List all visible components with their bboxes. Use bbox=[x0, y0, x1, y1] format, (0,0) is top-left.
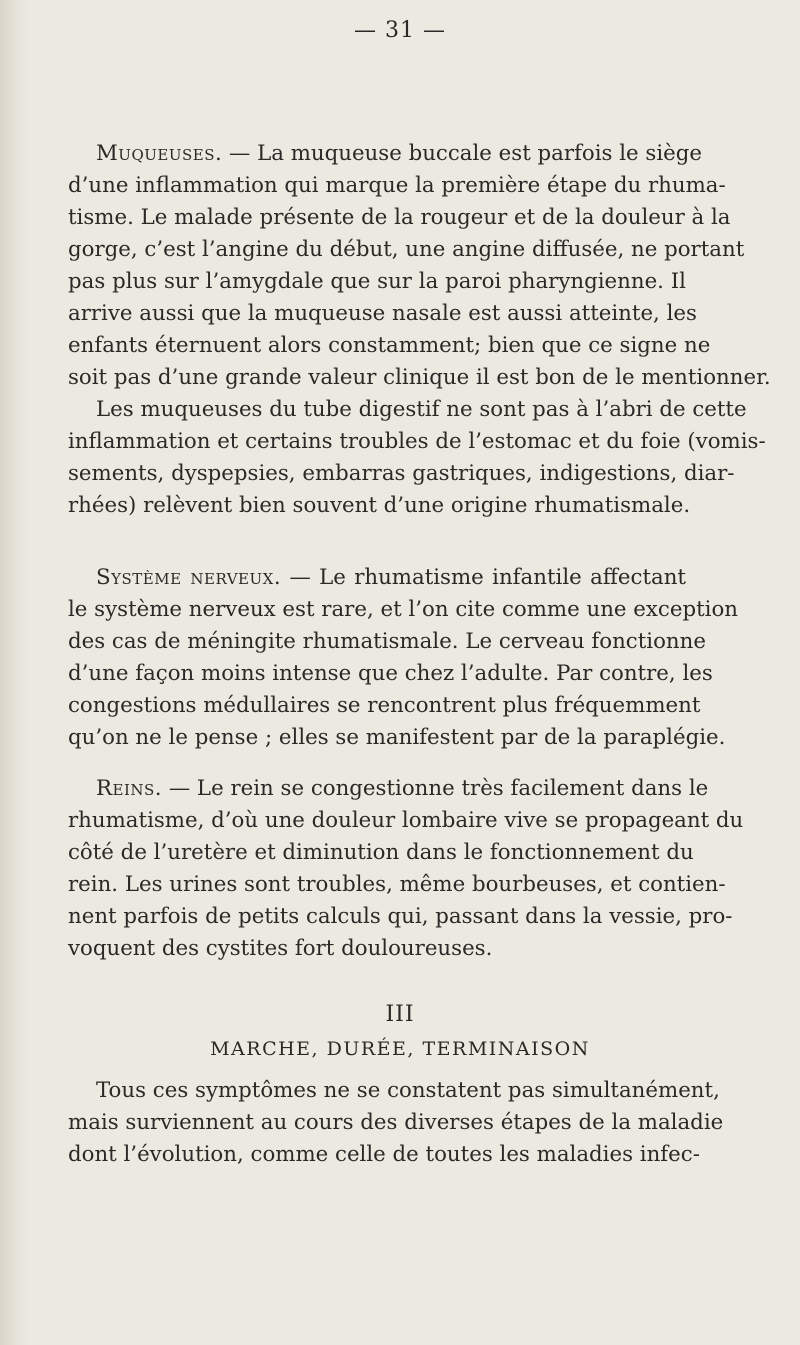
paragraph-line: tisme. Le malade présente de la rougeur et de la douleur à la bbox=[68, 205, 731, 230]
paragraph-line: d’une inflammation qui marque la première étape du rhuma- bbox=[68, 173, 726, 198]
paragraph-line: gorge, c’est l’angine du début, une angine diffusée, ne portant bbox=[68, 237, 745, 262]
paragraph-line: congestions médullaires se rencontrent plus fréquemment bbox=[68, 693, 701, 718]
paragraph-line: des cas de méningite rhumatismale. Le cerveau fonctionne bbox=[68, 629, 706, 654]
paragraph-line: nent parfois de petits calculs qui, passant dans la vessie, pro- bbox=[68, 904, 733, 929]
paragraph-line: Les muqueuses du tube digestif ne sont pas à l’abri de cette bbox=[96, 397, 747, 422]
paragraph-line: Muqueuses. — La muqueuse buccale est parfois le siège bbox=[96, 141, 703, 166]
paragraph-marche bbox=[68, 1075, 724, 1171]
paragraph-line: Reins. — Le rein se congestionne très facilement dans le bbox=[96, 776, 709, 801]
paragraph-line: Système nerveux. — Le rhumatisme infantile affectant bbox=[96, 565, 686, 590]
paragraph-heading: Système nerveux. bbox=[96, 565, 282, 590]
paragraph-line: le système nerveux est rare, et l’on cite comme une exception bbox=[68, 597, 738, 622]
paragraph-line: rein. Les urines sont troubles, même bourbeuses, et contien- bbox=[68, 872, 726, 897]
paragraph-line: arrive aussi que la muqueuse nasale est aussi atteinte, les bbox=[68, 301, 697, 326]
paragraph-line: inflammation et certains troubles de l’estomac et du foie (vomis- bbox=[68, 429, 766, 454]
paragraph-heading: Muqueuses. bbox=[96, 141, 223, 166]
paragraph-line: enfants éternuent alors constamment; bien que ce signe ne bbox=[68, 333, 711, 358]
paragraph-line: soit pas d’une grande valeur clinique il est bon de le mentionner. bbox=[68, 365, 771, 390]
paragraph-line: d’une façon moins intense que chez l’adulte. Par contre, les bbox=[68, 661, 713, 686]
paragraph-line: dont l’évolution, comme celle de toutes les maladies infec- bbox=[68, 1142, 700, 1167]
paragraph-line: pas plus sur l’amygdale que sur la paroi pharyngienne. Il bbox=[68, 269, 686, 294]
paragraph-line: sements, dyspepsies, embarras gastriques, indigestions, diar- bbox=[68, 461, 735, 486]
paragraph-muqueuses bbox=[68, 138, 771, 522]
section-title: MARCHE, DURÉE, TERMINAISON bbox=[210, 1038, 590, 1060]
paragraph-line: qu’on ne le pense ; elles se manifestent par de la paraplégie. bbox=[68, 725, 726, 750]
paragraph-line: mais surviennent au cours des diverses étapes de la maladie bbox=[68, 1110, 724, 1135]
paragraph-line: rhumatisme, d’où une douleur lombaire vive se propageant du bbox=[68, 808, 744, 833]
paragraph-systeme-nerveux bbox=[68, 562, 738, 754]
page-number: — 31 — bbox=[354, 18, 446, 43]
paragraph-line: Tous ces symptômes ne se constatent pas simultanément, bbox=[96, 1078, 720, 1103]
paragraph-line: rhées) relèvent bien souvent d’une origine rhumatismale. bbox=[68, 493, 691, 518]
paragraph-line: voquent des cystites fort douloureuses. bbox=[68, 936, 493, 961]
section-number: III bbox=[385, 1002, 415, 1027]
paragraph-heading: Reins. bbox=[96, 776, 163, 801]
paragraph-line: côté de l’uretère et diminution dans le fonctionnement du bbox=[68, 840, 694, 865]
paragraph-reins bbox=[68, 773, 744, 965]
